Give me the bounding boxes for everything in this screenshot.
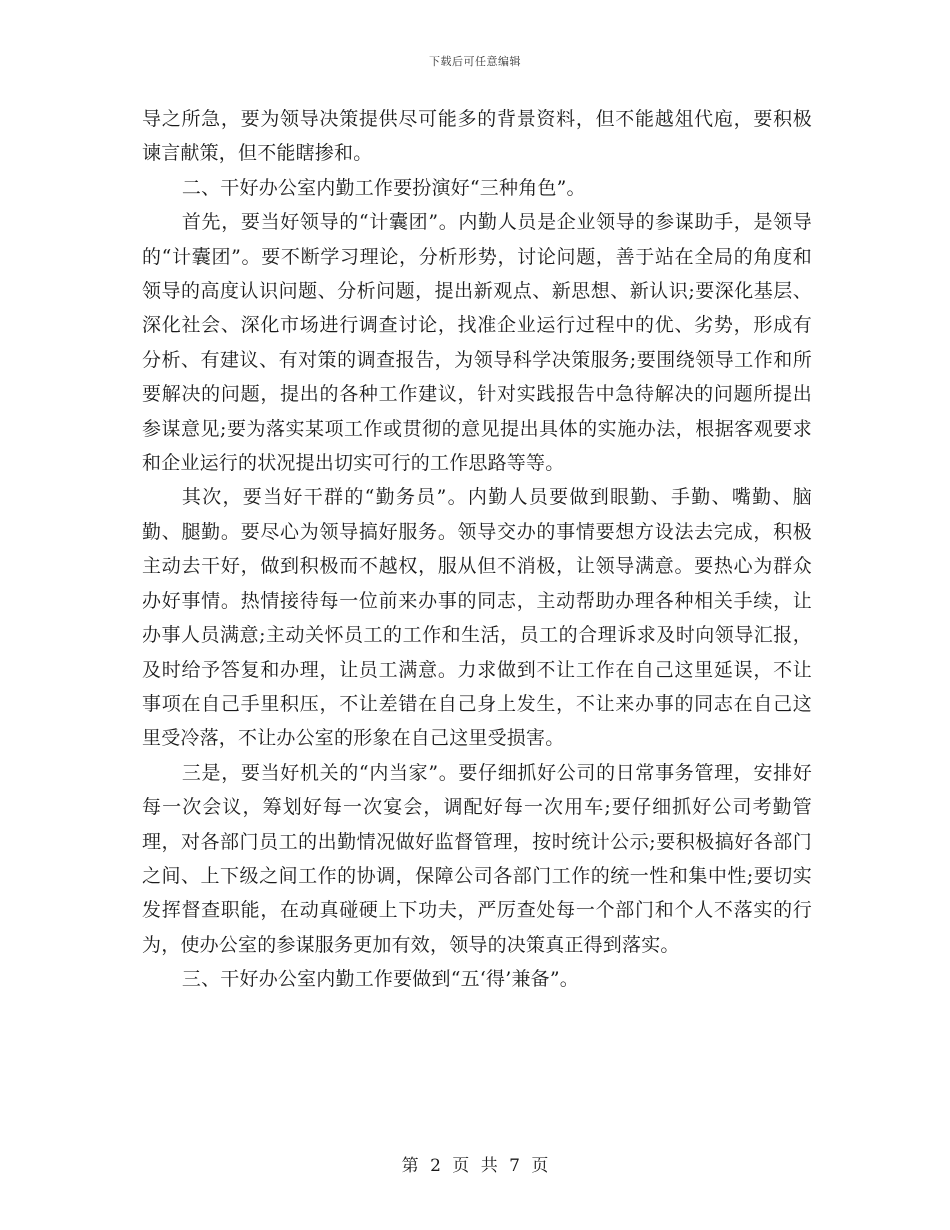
paragraph-6: 三、干好办公室内勤工作要做到“五‘得’兼备”。 (181, 968, 579, 991)
paragraph-2: 二、干好办公室内勤工作要扮演好“三种角色”。 (181, 176, 586, 199)
page-header-note: 下载后可任意编辑 (429, 55, 521, 68)
paragraph-5: 三是，要当好机关的“内当家”。要仔细抓好公司的日常事务管理，安排好每一次会议，筹划好每一次宴会，调配好每一次用车;要仔细抓好公司考勤管理，对各部门员工的出勤情况做好监督管理，按时统计公示;要积极搞好各部门之间、上下级之间工作的协调，保障公司各部门工作的统一性和集中性;要切实发挥督查职能，在动真碰硬上下功夫，严厉查处每一个部门和个人不落实的行为，使办公室的参谋服务更加有效，领导的决策真正得到落实。 (142, 761, 812, 956)
page-number-footer: 第 2 页 共 7 页 (401, 1156, 549, 1176)
paragraph-1: 导之所急，要为领导决策提供尽可能多的背景资料，但不能越俎代庖，要积极谏言献策，但不能瞎掺和。 (142, 108, 812, 165)
document-body (142, 102, 812, 997)
paragraph-3: 首先，要当好领导的“计囊团”。内勤人员是企业领导的参谋助手，是领导的“计囊团”。要不断学习理论，分析形势，讨论问题，善于站在全局的角度和领导的高度认识问题、分析问题，提出新观点、新思想、新认识;要深化基层、深化社会、深化市场进行调查讨论，找准企业运行过程中的优、劣势，形成有分析、有建议、有对策的调查报告，为领导科学决策服务;要围绕领导工作和所要解决的问题，提出的各种工作建议，针对实践报告中急待解决的问题所提出参谋意见;要为落实某项工作或贯彻的意见提出具体的实施办法，根据客观要求和企业运行的状况提出切实可行的工作思路等等。 (142, 211, 812, 475)
paragraph-4: 其次，要当好干群的“勤务员”。内勤人员要做到眼勤、手勤、嘴勤、脑勤、腿勤。要尽心为领导搞好服务。领导交办的事情要想方设法去完成，积极主动去干好，做到积极而不越权，服从但不消极，让领导满意。要热心为群众办好事情。热情接待每一位前来办事的同志，主动帮助办理各种相关手续，让办事人员满意;主动关怀员工的工作和生活，员工的合理诉求及时向领导汇报，及时给予答复和办理，让员工满意。力求做到不让工作在自己这里延误，不让事项在自己手里积压，不让差错在自己身上发生，不让来办事的同志在自己这里受冷落，不让办公室的形象在自己这里受损害。 (142, 486, 812, 750)
